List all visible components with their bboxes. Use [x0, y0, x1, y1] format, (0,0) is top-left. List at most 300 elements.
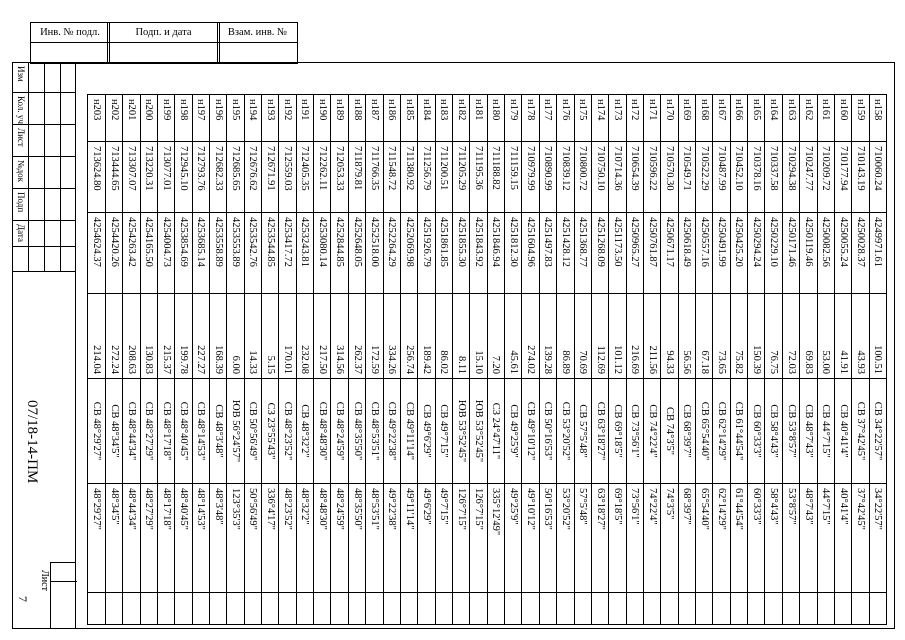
coord-y: 4250557.16	[696, 213, 713, 294]
direction-angle: 48°17'18"	[157, 484, 174, 593]
table-row	[175, 95, 192, 625]
point-name: н191	[296, 95, 313, 142]
coord-x: 710452.10	[730, 142, 747, 213]
direction-angle: 49°10'12"	[522, 484, 539, 593]
coord-x: 710177.94	[834, 142, 851, 213]
point-name: н183	[435, 95, 452, 142]
bearing: СВ 48°29'27"	[88, 379, 106, 484]
coord-x: 710890.99	[539, 142, 556, 213]
empty-cell	[123, 593, 140, 625]
distance: 72.03	[782, 294, 799, 379]
coordinates-table-area	[87, 94, 887, 625]
direction-angle: 40°41'4"	[834, 484, 851, 593]
direction-angle: 126°7'15"	[470, 484, 487, 593]
data-label: Дата	[16, 224, 26, 242]
inv-podl-cell	[30, 22, 110, 64]
coord-y: 4254263.42	[123, 213, 140, 294]
empty-cell	[643, 593, 660, 625]
direction-angle: 123°35'3"	[227, 484, 244, 593]
direction-angle: 68°39'7"	[678, 484, 695, 593]
point-name: н185	[400, 95, 417, 142]
sheet-label: Лист	[39, 570, 50, 591]
top-stamp	[30, 22, 296, 62]
bearing: СВ 49°6'29"	[418, 379, 435, 484]
coord-y: 4250171.46	[782, 213, 799, 294]
empty-cell	[782, 593, 799, 625]
coord-x: 713220.31	[140, 142, 157, 213]
distance: 214.04	[88, 294, 106, 379]
table-row	[314, 95, 331, 625]
empty-cell	[157, 593, 174, 625]
empty-cell	[348, 593, 365, 625]
doc-number: 07/18-14-ПМ	[24, 400, 40, 484]
distance: 100.51	[869, 294, 886, 379]
table-row	[400, 95, 417, 625]
point-name: н166	[730, 95, 747, 142]
bearing: СВ 49°11'14"	[400, 379, 417, 484]
coord-x: 713624.80	[88, 142, 106, 213]
empty-cell	[453, 593, 470, 625]
table-row	[834, 95, 851, 625]
coord-y: 4250761.87	[643, 213, 660, 294]
coord-y: 4252069.98	[400, 213, 417, 294]
table-row	[782, 95, 799, 625]
direction-angle: 48°35'50"	[348, 484, 365, 593]
table-row	[696, 95, 713, 625]
distance: 274.02	[522, 294, 539, 379]
point-name: н159	[852, 95, 869, 142]
coord-x: 710596.22	[643, 142, 660, 213]
empty-cell	[730, 593, 747, 625]
bearing: СВ 34°22'57"	[869, 379, 886, 484]
distance: 67.18	[696, 294, 713, 379]
bearing: СЗ 23°55'43"	[262, 379, 279, 484]
coord-y: 4250965.27	[626, 213, 643, 294]
direction-angle: 53°20'52"	[557, 484, 574, 593]
point-name: н197	[192, 95, 209, 142]
coord-y: 4251497.83	[539, 213, 556, 294]
bearing: СВ 50°16'53"	[539, 379, 556, 484]
coord-x: 711188.82	[487, 142, 504, 213]
coord-x: 710750.10	[591, 142, 608, 213]
distance: 272.24	[105, 294, 122, 379]
empty-cell	[140, 593, 157, 625]
empty-cell	[244, 593, 261, 625]
point-name: н182	[453, 95, 470, 142]
direction-angle: 69°18'5"	[609, 484, 626, 593]
table-row	[418, 95, 435, 625]
direction-angle: 48°40'45"	[175, 484, 192, 593]
bearing: СВ 48°34'5"	[105, 379, 122, 484]
kol-uch-label: Кол. уч	[16, 96, 26, 124]
podp-data-cell	[107, 22, 220, 64]
table-row	[348, 95, 365, 625]
table-row	[366, 95, 383, 625]
point-name: н176	[557, 95, 574, 142]
coord-x: 713307.07	[123, 142, 140, 213]
empty-cell	[262, 593, 279, 625]
bearing: СВ 48°40'45"	[175, 379, 192, 484]
coord-x: 710247.77	[800, 142, 817, 213]
bearing: СВ 48°35'50"	[348, 379, 365, 484]
empty-cell	[470, 593, 487, 625]
empty-cell	[279, 593, 296, 625]
distance: 7.20	[487, 294, 504, 379]
empty-cell	[331, 593, 348, 625]
coord-x: 712945.10	[175, 142, 192, 213]
point-name: н174	[591, 95, 608, 142]
podp-label: Подп	[16, 192, 26, 213]
point-name: н198	[175, 95, 192, 142]
coord-x: 710522.29	[696, 142, 713, 213]
coord-x: 713444.65	[105, 142, 122, 213]
direction-angle: 49°7'15"	[435, 484, 452, 593]
bearing: СВ 62°14'29"	[713, 379, 730, 484]
point-name: н161	[817, 95, 834, 142]
distance: 211.56	[643, 294, 660, 379]
sheet-number: 7	[16, 596, 30, 602]
empty-cell	[800, 593, 817, 625]
direction-angle: 57°5'48"	[574, 484, 591, 593]
point-name: н192	[279, 95, 296, 142]
bearing: СВ 48°23'52"	[279, 379, 296, 484]
empty-cell	[88, 593, 106, 625]
direction-angle: 53°8'57"	[782, 484, 799, 593]
coord-x: 712685.65	[227, 142, 244, 213]
coord-y: 4251855.30	[453, 213, 470, 294]
empty-cell	[696, 593, 713, 625]
coord-x: 711548.72	[383, 142, 400, 213]
coord-y: 4251368.77	[574, 213, 591, 294]
point-name: н160	[834, 95, 851, 142]
bearing: СВ 48°24'59"	[331, 379, 348, 484]
distance: 45.61	[505, 294, 522, 379]
distance: 314.56	[331, 294, 348, 379]
coord-x: 710714.36	[609, 142, 626, 213]
empty-cell	[678, 593, 695, 625]
distance: 76.75	[765, 294, 782, 379]
table-row	[869, 95, 886, 625]
distance: 15.10	[470, 294, 487, 379]
distance: 172.59	[366, 294, 383, 379]
table-row	[296, 95, 313, 625]
table-row	[470, 95, 487, 625]
direction-angle: 50°16'53"	[539, 484, 556, 593]
point-name: н162	[800, 95, 817, 142]
coord-x: 712793.76	[192, 142, 209, 213]
distance: 43.93	[852, 294, 869, 379]
empty-cell	[296, 593, 313, 625]
bearing: СВ 48°3'48"	[209, 379, 226, 484]
direction-angle: 48°32'2"	[296, 484, 313, 593]
coord-x: 710800.72	[574, 142, 591, 213]
coord-y: 4253854.69	[175, 213, 192, 294]
coord-y: 4250028.37	[852, 213, 869, 294]
coord-y: 4254165.50	[140, 213, 157, 294]
point-name: н172	[626, 95, 643, 142]
coord-y: 4253685.14	[192, 213, 209, 294]
empty-cell	[522, 593, 539, 625]
coord-y: 4251846.94	[487, 213, 504, 294]
coord-y: 4253544.85	[262, 213, 279, 294]
distance: 101.12	[609, 294, 626, 379]
point-name: н163	[782, 95, 799, 142]
coord-y: 4252844.85	[331, 213, 348, 294]
point-name: н180	[487, 95, 504, 142]
bearing: СВ 57°5'48"	[574, 379, 591, 484]
coord-y: 4250082.56	[817, 213, 834, 294]
coord-x: 710143.19	[852, 142, 869, 213]
table-row	[157, 95, 174, 625]
coord-y: 4253080.14	[314, 213, 331, 294]
point-name: н165	[748, 95, 765, 142]
table-row	[262, 95, 279, 625]
coord-x: 710654.39	[626, 142, 643, 213]
direction-angle: 58°4'43"	[765, 484, 782, 593]
table-row	[105, 95, 122, 625]
empty-cell	[366, 593, 383, 625]
direction-angle: 48°29'27"	[88, 484, 106, 593]
point-name: н195	[227, 95, 244, 142]
empty-cell	[539, 593, 556, 625]
coord-x: 710060.24	[869, 142, 886, 213]
distance: 227.27	[192, 294, 209, 379]
bearing: СВ 48°48'30"	[314, 379, 331, 484]
coord-x: 710209.72	[817, 142, 834, 213]
empty-cell	[591, 593, 608, 625]
point-name: н188	[348, 95, 365, 142]
table-row	[383, 95, 400, 625]
coord-y: 4251268.09	[591, 213, 608, 294]
table-row	[140, 95, 157, 625]
bearing: СВ 74°22'4"	[643, 379, 660, 484]
empty-cell	[609, 593, 626, 625]
bearing: ЮВ 53°52'45"	[453, 379, 470, 484]
direction-angle: 74°22'4"	[643, 484, 660, 593]
point-name: н164	[765, 95, 782, 142]
coord-y: 4250119.46	[800, 213, 817, 294]
point-name: н187	[366, 95, 383, 142]
direction-angle: 48°24'59"	[331, 484, 348, 593]
bearing: ЮВ 56°24'57"	[227, 379, 244, 484]
coord-x: 711879.81	[348, 142, 365, 213]
distance: 139.28	[539, 294, 556, 379]
table-row	[244, 95, 261, 625]
direction-angle: 48°3'48"	[209, 484, 226, 593]
point-name: н171	[643, 95, 660, 142]
coord-x: 712676.62	[244, 142, 261, 213]
bearing: СВ 40°41'4"	[834, 379, 851, 484]
point-name: н186	[383, 95, 400, 142]
vzam-inv-label: Взам. инв. №	[227, 27, 288, 38]
coord-y: 4250671.17	[661, 213, 678, 294]
table-row	[661, 95, 678, 625]
distance: 199.78	[175, 294, 192, 379]
table-row	[505, 95, 522, 625]
table-row	[817, 95, 834, 625]
distance: 150.39	[748, 294, 765, 379]
point-name: н177	[539, 95, 556, 142]
point-name: н201	[123, 95, 140, 142]
table-row	[713, 95, 730, 625]
bearing: СВ 48°17'18"	[157, 379, 174, 484]
direction-angle: 126°7'15"	[453, 484, 470, 593]
table-row	[730, 95, 747, 625]
distance: 216.69	[626, 294, 643, 379]
coord-y: 4250618.49	[678, 213, 695, 294]
sheet-number-box	[50, 562, 76, 629]
direction-angle: 74°3'5"	[661, 484, 678, 593]
distance: 69.83	[800, 294, 817, 379]
bearing: СВ 50°56'49"	[244, 379, 261, 484]
empty-cell	[175, 593, 192, 625]
bearing: СВ 49°22'38"	[383, 379, 400, 484]
coord-x: 710294.38	[782, 142, 799, 213]
podp-data-label: Подп. и дата	[135, 27, 192, 38]
coord-x: 710839.12	[557, 142, 574, 213]
bearing: СВ 61°44'54"	[730, 379, 747, 484]
bearing: СВ 73°56'1"	[626, 379, 643, 484]
bearing: СВ 69°18'5"	[609, 379, 626, 484]
coord-y: 4250055.24	[834, 213, 851, 294]
direction-angle: 335°12'49"	[487, 484, 504, 593]
point-name: н203	[88, 95, 106, 142]
table-row	[557, 95, 574, 625]
distance: 75.82	[730, 294, 747, 379]
coord-x: 711159.15	[505, 142, 522, 213]
coord-y: 4254420.26	[105, 213, 122, 294]
empty-cell	[314, 593, 331, 625]
direction-angle: 44°7'15"	[817, 484, 834, 593]
distance: 168.39	[209, 294, 226, 379]
coord-y: 4250491.99	[713, 213, 730, 294]
distance: 70.69	[574, 294, 591, 379]
direction-angle: 63°18'27"	[591, 484, 608, 593]
coord-x: 710549.71	[678, 142, 695, 213]
bearing: СВ 48°7'43"	[800, 379, 817, 484]
table-row	[487, 95, 504, 625]
point-name: н175	[574, 95, 591, 142]
direction-angle: 49°6'29"	[418, 484, 435, 593]
coord-x: 710378.16	[748, 142, 765, 213]
empty-cell	[487, 593, 504, 625]
table-row	[522, 95, 539, 625]
coord-x: 712671.91	[262, 142, 279, 213]
table-row	[626, 95, 643, 625]
coord-x: 711205.29	[453, 142, 470, 213]
table-row	[609, 95, 626, 625]
bearing: СЗ 24°47'11"	[487, 379, 504, 484]
point-name: н202	[105, 95, 122, 142]
coord-x: 711256.79	[418, 142, 435, 213]
list-label: Лист	[16, 128, 26, 147]
table-row	[852, 95, 869, 625]
coord-x: 712405.35	[296, 142, 313, 213]
empty-cell	[418, 593, 435, 625]
empty-cell	[400, 593, 417, 625]
coord-y: 4251843.92	[470, 213, 487, 294]
direction-angle: 37°42'45"	[852, 484, 869, 593]
coord-y: 4253243.81	[296, 213, 313, 294]
table-row	[88, 95, 106, 625]
bearing: СВ 53°20'52"	[557, 379, 574, 484]
distance: 208.63	[123, 294, 140, 379]
distance: 232.08	[296, 294, 313, 379]
point-name: н189	[331, 95, 348, 142]
point-name: н184	[418, 95, 435, 142]
coord-y: 4251926.79	[418, 213, 435, 294]
empty-cell	[105, 593, 122, 625]
bearing: СВ 48°14'53"	[192, 379, 209, 484]
bearing: СВ 48°44'34"	[123, 379, 140, 484]
direction-angle: 60°33'3"	[748, 484, 765, 593]
empty-cell	[192, 593, 209, 625]
direction-angle: 49°25'9"	[505, 484, 522, 593]
coord-x: 710487.99	[713, 142, 730, 213]
empty-cell	[557, 593, 574, 625]
direction-angle: 48°34'5"	[105, 484, 122, 593]
empty-cell	[209, 593, 226, 625]
direction-angle: 48°27'29"	[140, 484, 157, 593]
empty-cell	[713, 593, 730, 625]
table-row	[192, 95, 209, 625]
direction-angle: 62°14'29"	[713, 484, 730, 593]
point-name: н169	[678, 95, 695, 142]
empty-cell	[227, 593, 244, 625]
distance: 112.69	[591, 294, 608, 379]
point-name: н167	[713, 95, 730, 142]
point-name: н158	[869, 95, 886, 142]
direction-angle: 336°4'17"	[262, 484, 279, 593]
empty-cell	[435, 593, 452, 625]
bearing: СВ 49°10'12"	[522, 379, 539, 484]
coord-x: 711766.35	[366, 142, 383, 213]
table-row	[539, 95, 556, 625]
coord-y: 4251812.30	[505, 213, 522, 294]
direction-angle: 48°14'53"	[192, 484, 209, 593]
distance: 256.74	[400, 294, 417, 379]
ndok-label: №док	[16, 160, 26, 183]
bearing: ЮВ 53°52'45"	[470, 379, 487, 484]
point-name: н179	[505, 95, 522, 142]
table-row	[331, 95, 348, 625]
coord-x: 712559.03	[279, 142, 296, 213]
bearing: СВ 37°42'45"	[852, 379, 869, 484]
table-row	[279, 95, 296, 625]
coord-y: 4251428.12	[557, 213, 574, 294]
point-name: н193	[262, 95, 279, 142]
direction-angle: 50°56'49"	[244, 484, 261, 593]
distance: 73.65	[713, 294, 730, 379]
distance: 5.15	[262, 294, 279, 379]
bearing: СВ 49°25'9"	[505, 379, 522, 484]
coord-y: 4250294.24	[748, 213, 765, 294]
empty-cell	[765, 593, 782, 625]
direction-angle: 48°53'51"	[366, 484, 383, 593]
coord-x: 712262.11	[314, 142, 331, 213]
empty-cell	[869, 593, 886, 625]
direction-angle: 48°48'30"	[314, 484, 331, 593]
point-name: н181	[470, 95, 487, 142]
coord-x: 711380.92	[400, 142, 417, 213]
title-block	[12, 62, 76, 629]
direction-angle: 61°44'54"	[730, 484, 747, 593]
distance: 86.02	[435, 294, 452, 379]
direction-angle: 73°56'1"	[626, 484, 643, 593]
point-name: н170	[661, 95, 678, 142]
bearing: СВ 58°4'43"	[765, 379, 782, 484]
coord-x: 710570.30	[661, 142, 678, 213]
